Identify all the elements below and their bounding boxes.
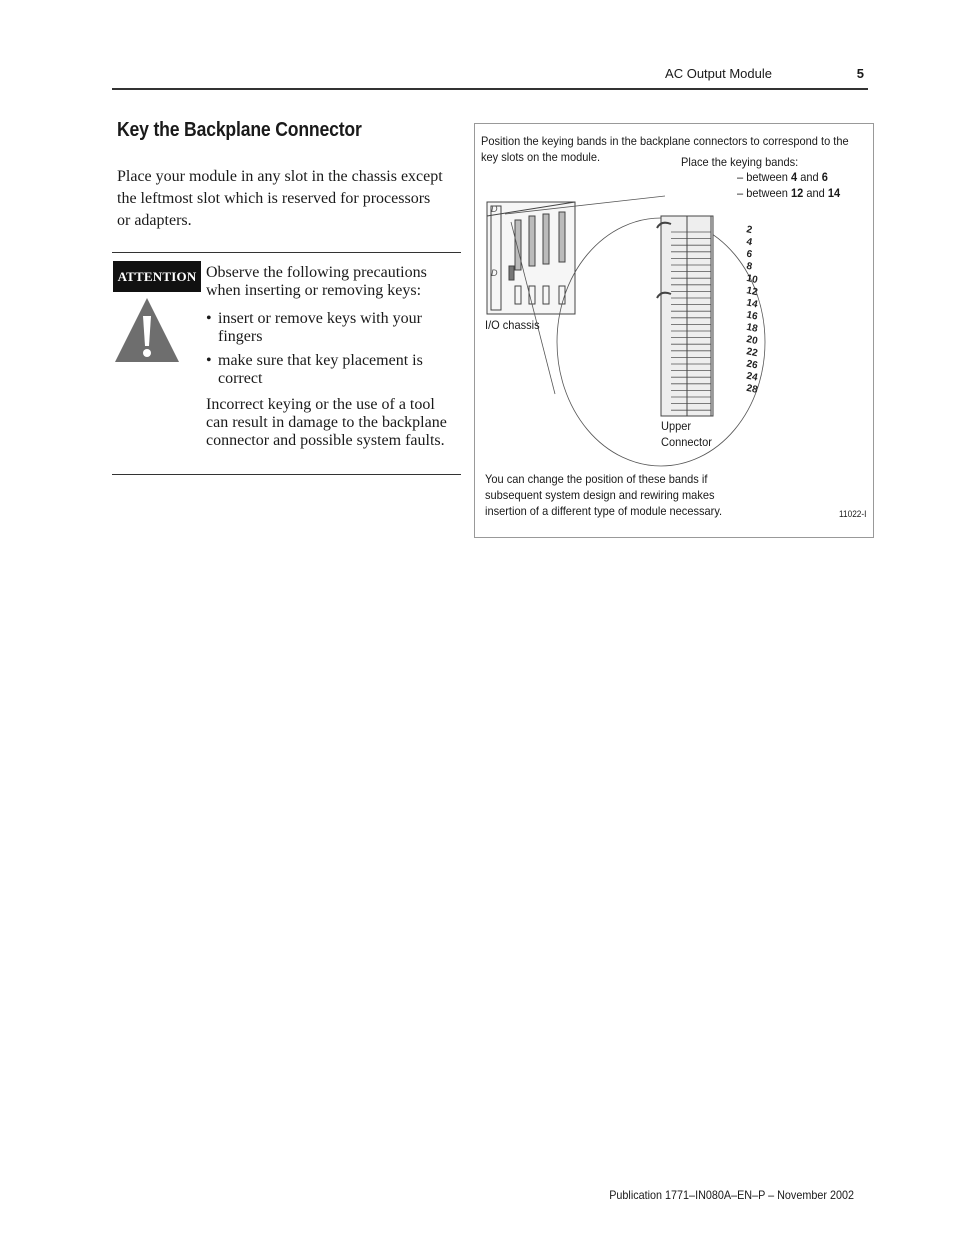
io-chassis-drawing — [487, 202, 575, 314]
pin-number: 6 — [745, 248, 754, 261]
keying-figure — [474, 123, 874, 538]
attention-note: Incorrect keying or the use of a tool can result in damage to the backplane connector and possible system faults. — [206, 396, 447, 449]
pin-number: 16 — [745, 309, 759, 323]
pin-number: 2 — [745, 224, 754, 237]
pin-number: 12 — [745, 285, 759, 299]
caption-bottom: You can change the position of these bands if subsequent system design and rewiring makes insertion of a different type of module necessary. — [485, 472, 723, 518]
pin-number-labels — [745, 224, 759, 396]
svg-text:D: D — [491, 268, 498, 278]
figure-id: 11022-I — [839, 509, 867, 519]
io-chassis-label: I/O chassis — [485, 318, 540, 332]
connector-label-1: Upper — [661, 419, 692, 433]
pin-number: 4 — [745, 236, 754, 249]
caption-top: Position the keying bands in the backplane connectors to correspond to the key slots on the module. — [481, 134, 849, 164]
pin-number: 24 — [745, 370, 759, 384]
pin-number: 26 — [745, 358, 759, 372]
attention-top-rule — [112, 252, 461, 253]
pin-number: 22 — [745, 346, 759, 360]
between-12-14: – between 12 and 14 — [737, 186, 841, 200]
attention-bullet: • make sure that key placement is correct — [206, 352, 458, 388]
publication-footer: Publication 1771–IN080A–EN–P – November 2002 — [609, 1188, 854, 1202]
attention-lead: Observe the following precautions when inserting or removing keys: — [206, 264, 427, 299]
pin-number: 10 — [745, 272, 759, 287]
attention-bullet: • insert or remove keys with your fingers — [206, 310, 458, 346]
connector-label-2: Connector — [661, 435, 712, 449]
header-title: AC Output Module — [665, 66, 772, 81]
pin-number: 18 — [745, 321, 759, 335]
warning-triangle-icon — [113, 296, 181, 364]
between-4-6: – between 4 and 6 — [737, 170, 828, 184]
attention-bottom-rule — [112, 474, 461, 475]
section-title: Key the Backplane Connector — [117, 119, 362, 141]
pin-number: 28 — [745, 382, 759, 396]
pin-number: 14 — [745, 297, 759, 311]
place-label: Place the keying bands: — [681, 155, 799, 169]
pin-number: 20 — [745, 333, 759, 348]
running-header — [112, 66, 868, 90]
upper-connector-drawing — [657, 216, 713, 416]
attention-text — [206, 264, 458, 450]
pin-number: 8 — [745, 260, 754, 273]
svg-text:D: D — [491, 204, 498, 214]
attention-bullets — [206, 310, 458, 388]
page-number: 5 — [856, 66, 864, 81]
attention-badge: ATTENTION — [113, 261, 201, 292]
intro-paragraph: Place your module in any slot in the chassis except the leftmost slot which is reserved for processors or adapters. — [117, 168, 443, 229]
